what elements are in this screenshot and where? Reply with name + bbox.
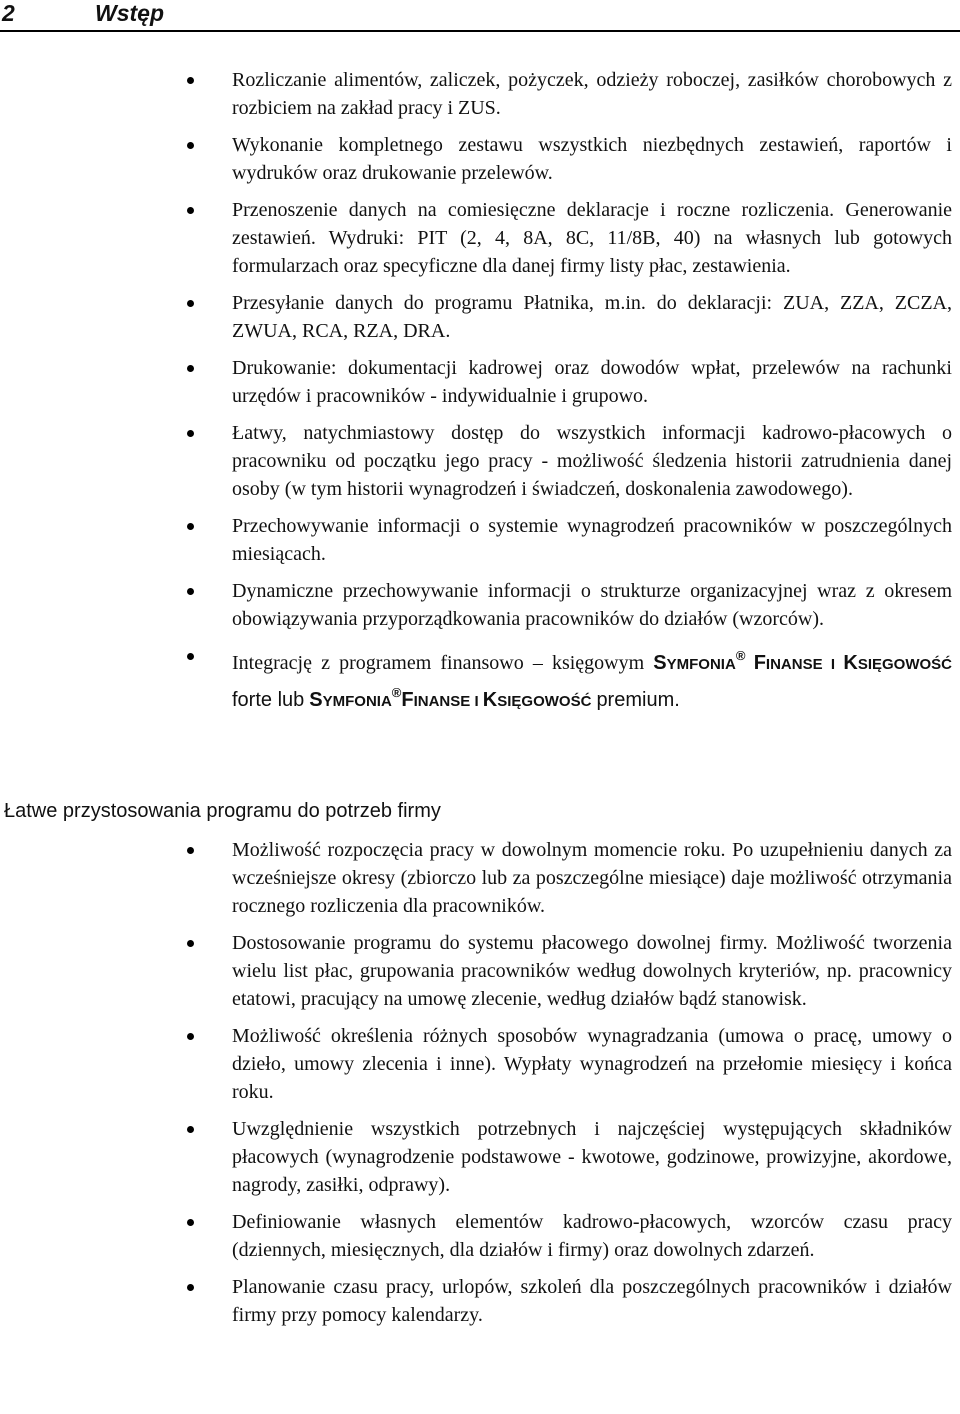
list-item-text: Dynamiczne przechowywanie informacji o strukturze organizacyjnej wraz z okresem obowiązywania przyporządkowania pracowników do działów (wzorców). bbox=[232, 580, 952, 630]
bullet-icon bbox=[187, 653, 194, 660]
list-item bbox=[0, 929, 960, 1013]
list-item bbox=[0, 66, 960, 122]
list-item bbox=[0, 419, 960, 503]
list-item-text: Drukowanie: dokumentacji kadrowej oraz dowodów wpłat, przelewów na rachunki urzędów i pracowników - indywidualnie i grupowo. bbox=[232, 357, 952, 407]
list-item-text: Dostosowanie programu do systemu płacowego dowolnej firmy. Możliwość tworzenia wielu list płac, grupowania pracowników według dowolnych kryteriów, np. pracownicy etatowi, pracujący na umowę zlecenie, według działów bądź stanowisk. bbox=[232, 932, 952, 1010]
chapter-title: Wstęp bbox=[95, 0, 164, 26]
product-name-symfonia-finanse-ksiegowosc-premium: SYMFONIA®FINANSE I KSIĘGOWOŚĆ bbox=[309, 685, 592, 711]
bullet-icon bbox=[187, 1126, 194, 1133]
bullet-icon bbox=[187, 77, 194, 84]
list-item bbox=[0, 196, 960, 280]
list-item-text: Możliwość określenia różnych sposobów wynagradzania (umowa o pracę, umowy o dzieło, umowy zlecenia i inne). Wypłaty wynagrodzeń na przełomie miesięcy i końca roku. bbox=[232, 1025, 952, 1103]
list-item bbox=[0, 131, 960, 187]
customization-list bbox=[0, 836, 960, 1338]
product-name-symfonia-finanse-ksiegowosc: SYMFONIA® FINANSE I KSIĘGOWOŚĆ bbox=[653, 648, 953, 674]
integration-suffix: premium. bbox=[596, 689, 680, 711]
integration-intro: Integrację z programem finansowo – księgowym bbox=[232, 652, 645, 674]
bullet-icon bbox=[187, 300, 194, 307]
list-item bbox=[0, 836, 960, 920]
list-item bbox=[0, 289, 960, 345]
registered-mark: ® bbox=[735, 648, 746, 663]
page-header bbox=[0, 0, 960, 32]
list-item-text: Możliwość rozpoczęcia pracy w dowolnym momencie roku. Po uzupełnieniu danych za wcześniejsze okresy (zbiorczo lub za poszczególne miesiące) daje możliwość otrzymania rocznego rozliczenia dla pracowników. bbox=[232, 839, 952, 917]
integration-connector: forte lub bbox=[232, 689, 305, 711]
list-item bbox=[0, 1208, 960, 1264]
feature-list bbox=[0, 66, 960, 725]
list-item-text: Planowanie czasu pracy, urlopów, szkoleń dla poszczególnych pracowników i działów firmy przy pomocy kalendarzy. bbox=[232, 1276, 952, 1326]
chapter-number: 2 bbox=[2, 0, 15, 26]
bullet-icon bbox=[187, 1033, 194, 1040]
bullet-icon bbox=[187, 142, 194, 149]
list-item-text: Rozliczanie alimentów, zaliczek, pożyczek, odzieży roboczej, zasiłków chorobowych z rozbiciem na zakład pracy i ZUS. bbox=[232, 69, 952, 119]
bullet-icon bbox=[187, 847, 194, 854]
bullet-icon bbox=[187, 430, 194, 437]
list-item-text: Łatwy, natychmiastowy dostęp do wszystkich informacji kadrowo-płacowych o pracowniku od początku jego pracy - możliwość śledzenia historii zatrudnienia danej osoby (w tym historii wynagrodzeń i świadczeń, doskonalenia zawodowego). bbox=[232, 422, 952, 500]
list-item-text: Przechowywanie informacji o systemie wynagrodzeń pracowników w poszczególnych miesiącach. bbox=[232, 515, 952, 565]
list-item-text: Przesyłanie danych do programu Płatnika, m.in. do deklaracji: ZUA, ZZA, ZCZA, ZWUA, RCA, RZA, DRA. bbox=[232, 292, 952, 342]
list-item-text: Przenoszenie danych na comiesięczne deklaracje i roczne rozliczenia. Generowanie zestawień. Wydruki: PIT (2, 4, 8A, 8C, 11/8B, 40) na własnych lub gotowych formularzach oraz specyficzne dla danej firmy listy płac, zestawienia. bbox=[232, 199, 952, 277]
bullet-icon bbox=[187, 523, 194, 530]
bullet-icon bbox=[187, 365, 194, 372]
bullet-icon bbox=[187, 207, 194, 214]
list-item bbox=[0, 577, 960, 633]
bullet-icon bbox=[187, 588, 194, 595]
list-item-integration bbox=[0, 642, 960, 716]
bullet-icon bbox=[187, 1219, 194, 1226]
bullet-icon bbox=[187, 940, 194, 947]
bullet-icon bbox=[187, 1284, 194, 1291]
list-item bbox=[0, 1022, 960, 1106]
list-item bbox=[0, 354, 960, 410]
list-item bbox=[0, 1273, 960, 1329]
list-item-text: Definiowanie własnych elementów kadrowo-płacowych, wzorców czasu pracy (dziennych, miesięcznych, dla działów i firmy) oraz dowolnych zdarzeń. bbox=[232, 1211, 952, 1261]
list-item bbox=[0, 512, 960, 568]
list-item-text: Uwzględnienie wszystkich potrzebnych i najczęściej występujących składników płacowych (wynagrodzenie podstawowe - kwotowe, godzinowe, prowizyjne, akordowe, nagrody, zasiłki, odprawy). bbox=[232, 1118, 952, 1196]
registered-mark: ® bbox=[391, 685, 402, 700]
list-item-text: Wykonanie kompletnego zestawu wszystkich niezbędnych zestawień, raportów i wydruków oraz drukowanie przelewów. bbox=[232, 134, 952, 184]
section-heading: Łatwe przystosowania programu do potrzeb firmy bbox=[4, 800, 441, 822]
list-item bbox=[0, 1115, 960, 1199]
